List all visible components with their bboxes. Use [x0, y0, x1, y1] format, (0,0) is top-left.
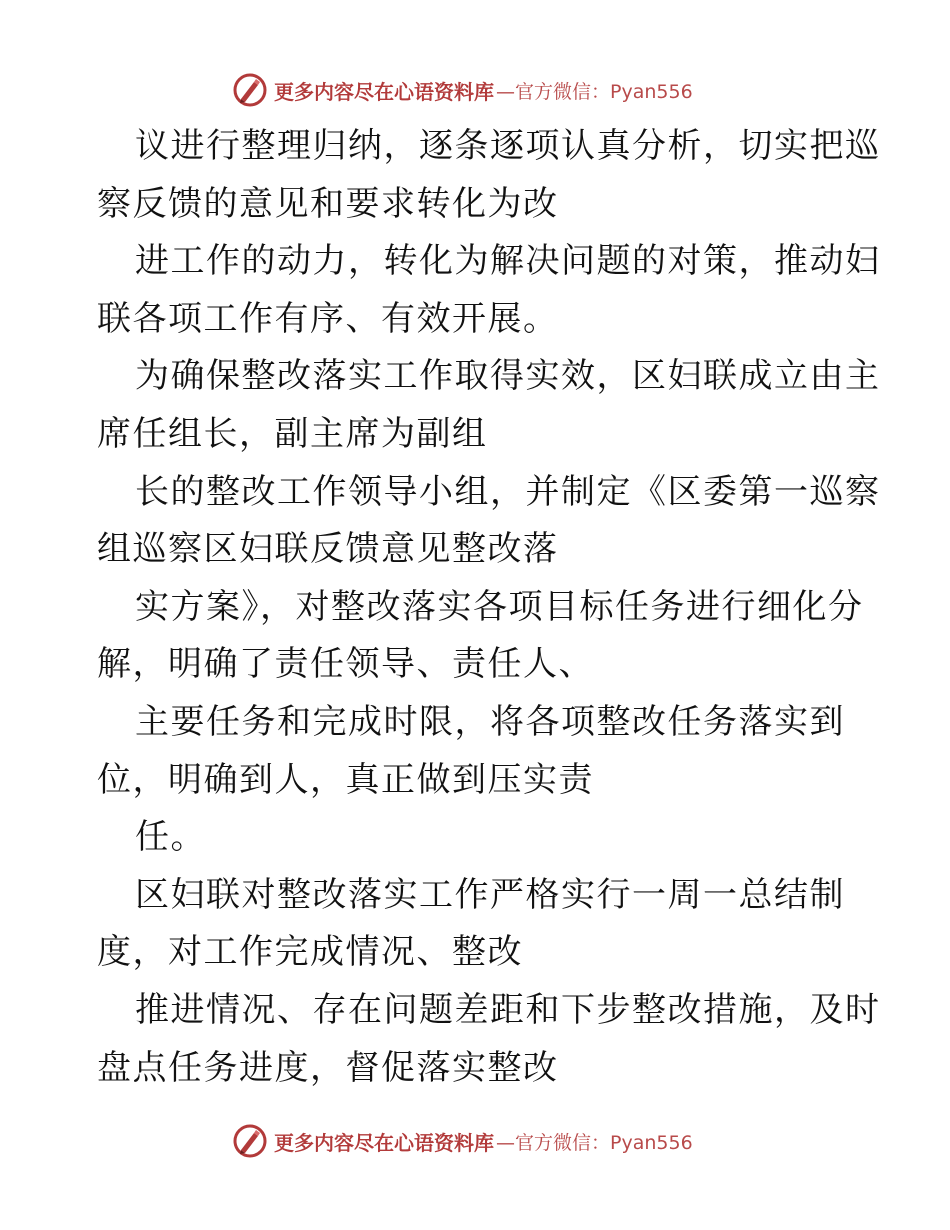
body-text-line: 议进行整理归纳，逐条逐项认真分析，切实把巡 [135, 126, 881, 166]
body-text-line: 组巡察区妇联反馈意见整改落 [97, 529, 559, 570]
pen-logo-icon [232, 1123, 268, 1159]
body-text-line: 为确保整改落实工作取得实效，区妇联成立由主 [135, 356, 881, 397]
banner-promo-text: 更多内容尽在心语资料库 [274, 79, 494, 104]
document-body [97, 118, 881, 1097]
body-text-line: 推进情况、存在问题差距和下步整改措施，及时 [135, 989, 881, 1030]
pen-logo-icon [232, 72, 268, 108]
body-text-line: 进工作的动力，转化为解决问题的对策，推动妇 [135, 241, 881, 282]
body-text-line: 位，明确到人，真正做到压实责 [97, 759, 594, 800]
body-text-line: 区妇联对整改落实工作严格实行一周一总结制 [135, 874, 845, 915]
body-text-line: 席任组长，副主席为副组 [97, 413, 488, 454]
body-text-line: 察反馈的意见和要求转化为改 [97, 183, 559, 224]
body-text-line: 度，对工作完成情况、整改 [97, 932, 523, 973]
footer-banner [232, 1121, 693, 1161]
body-text-line: 解，明确了责任领导、责任人、 [97, 644, 594, 685]
banner-wechat-text: —官方微信：Pyan556 [496, 1131, 693, 1154]
body-text-line: 主要任务和完成时限，将各项整改任务落实到 [135, 701, 845, 742]
body-text-line: 任。 [135, 817, 206, 858]
banner-wechat-text: —官方微信：Pyan556 [496, 80, 693, 103]
body-text-line: 实方案》，对整改落实各项目标任务进行细化分 [135, 586, 864, 627]
banner-promo-text: 更多内容尽在心语资料库 [274, 1130, 494, 1155]
body-text-line: 联各项工作有序、有效开展。 [97, 298, 559, 339]
header-banner [232, 70, 693, 110]
body-text-line: 长的整改工作领导小组，并制定《区委第一巡察 [135, 471, 881, 512]
body-text-line: 盘点任务进度，督促落实整改 [97, 1047, 559, 1088]
